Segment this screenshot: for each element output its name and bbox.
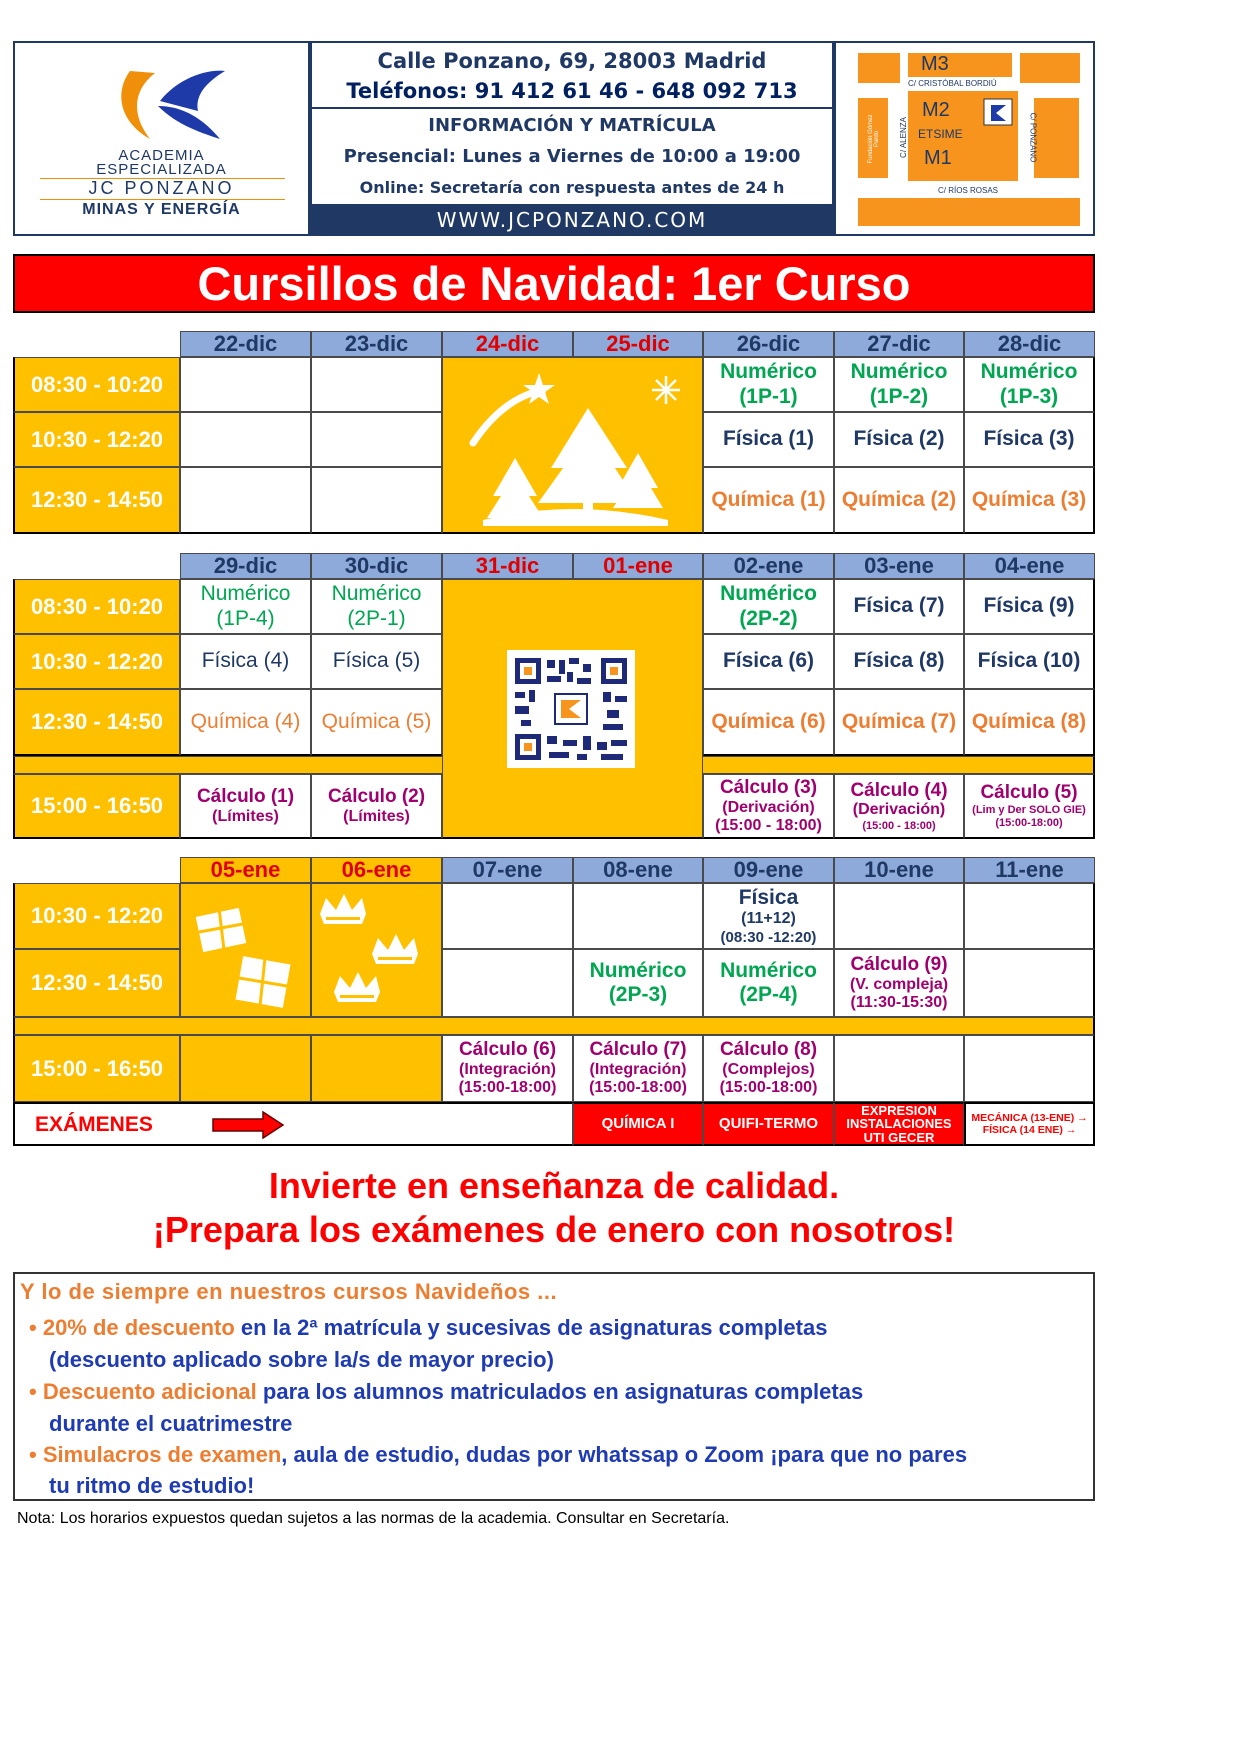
week1-empty-cell [180, 412, 311, 467]
week3-day-2: 06-ene [311, 857, 442, 883]
online-info: Online: Secretaría con respuesta antes de 24 h [359, 177, 785, 197]
gift-icon [181, 884, 312, 1018]
course-name: Cálculo (1) [196, 785, 295, 807]
bullet-dot: • [29, 1379, 43, 1404]
week2-fisica-8: Física (8) [834, 634, 964, 689]
week2-day-3: 31-dic [442, 553, 573, 579]
map-street-top: C/ CRISTÓBAL BORDIÚ [908, 79, 997, 88]
week3-time-1: 10:30 - 12:20 [13, 883, 180, 949]
week3-empty-cell [964, 949, 1095, 1017]
header-logo-box [13, 41, 310, 236]
week3-separator [13, 1017, 1095, 1035]
course-topic: (V. compleja) [849, 975, 949, 993]
footer-note: Nota: Los horarios expuestos quedan sujetos a las normas de la academia. Consultar en Secretaría. [17, 1510, 730, 1527]
benefit-item-2 [29, 1379, 863, 1405]
week2-day-1: 29-dic [180, 553, 311, 579]
benefit-item-3-line2: tu ritmo de estudio! [49, 1473, 255, 1498]
week3-day-7: 11-ene [964, 857, 1095, 883]
benefit-text: , aula de estudio, dudas por whatssap o Zoom ¡para que no pares [281, 1442, 968, 1467]
exam-line: EXPRESION [861, 1102, 937, 1118]
week3-empty-cell [964, 883, 1095, 949]
website-link[interactable]: WWW.JCPONZANO.COM [312, 204, 832, 236]
week1-day-7: 28-dic [964, 331, 1095, 357]
course-topic: (Lim y Der SOLO GIE) [972, 804, 1086, 817]
week3-fisica-11-12 [703, 883, 834, 949]
promo-line-1: Invierte en enseñanza de calidad. [268, 1165, 840, 1206]
course-name: Numérico [850, 360, 948, 384]
logo-line-1: ACADEMIA [118, 147, 205, 164]
exam-line: MECÁNICA (13-ENE) → [971, 1111, 1088, 1124]
course-name: Física [738, 886, 799, 910]
exam-line: UTI GECER [863, 1129, 935, 1145]
week2-day-6: 03-ene [834, 553, 964, 579]
exam-line: FÍSICA (14 ENE) → [982, 1124, 1077, 1136]
week3-empty-cell [573, 883, 703, 949]
course-name: Numérico [980, 360, 1078, 384]
week1-empty-cell [311, 467, 442, 534]
week1-empty-cell [180, 467, 311, 534]
map-street-bottom: C/ RÍOS ROSAS [938, 186, 999, 195]
header-contact-box [310, 41, 834, 236]
course-topic: (Integración) [589, 1061, 687, 1079]
exam-quifi-termo: QUIFI-TERMO [703, 1102, 834, 1146]
course-code: (1P-2) [869, 384, 929, 408]
newyear-holiday-block [442, 579, 703, 839]
week2-fisica-6: Física (6) [703, 634, 834, 689]
course-code: (2P-4) [739, 983, 798, 1006]
week2-fisica-10: Física (10) [964, 634, 1095, 689]
week1-empty-cell [311, 412, 442, 467]
week2-calculo-2 [311, 774, 442, 839]
course-hours: (15:00-18:00) [719, 1079, 818, 1097]
course-name: Cálculo (2) [327, 785, 426, 807]
benefit-item-2-line2: durante el cuatrimestre [49, 1411, 293, 1436]
week1-day-4: 25-dic [573, 331, 703, 357]
course-hours: (15:00-18:00) [995, 816, 1063, 829]
page-title: Cursillos de Navidad: 1er Curso [13, 254, 1095, 313]
week3-empty-cell [442, 883, 573, 949]
exam-expresion [834, 1102, 964, 1146]
course-code: (1P-1) [739, 384, 798, 408]
course-code: (2P-2) [739, 606, 798, 630]
week2-time-1: 08:30 - 10:20 [13, 579, 180, 634]
course-code: (2P-1) [347, 606, 406, 630]
exams-label: EXÁMENES [35, 1113, 153, 1136]
week1-fisica-2: Física (2) [834, 412, 964, 467]
christmas-holiday-block [442, 357, 703, 534]
week2-quimica-6: Química (6) [703, 689, 834, 756]
week2-numerico-1p4 [180, 579, 311, 634]
week3-day-6: 10-ene [834, 857, 964, 883]
week2-fisica-9: Física (9) [964, 579, 1095, 634]
logo-rule-bottom [40, 199, 285, 200]
course-topic: (Integración) [459, 1061, 556, 1079]
week2-quimica-7: Química (7) [834, 689, 964, 756]
academy-logo-icon [110, 61, 230, 146]
week1-numerico-2 [834, 357, 964, 412]
week2-fisica-7: Física (7) [834, 579, 964, 634]
week1-day-1: 22-dic [180, 331, 311, 357]
course-name: Cálculo (5) [980, 782, 1078, 804]
course-hours: (15:00-18:00) [458, 1079, 557, 1097]
exam-line: INSTALACIONES [846, 1116, 952, 1132]
benefit-item-3 [29, 1442, 967, 1468]
week2-calculo-4 [834, 774, 964, 839]
week1-day-2: 23-dic [311, 331, 442, 357]
week1-empty-cell [180, 357, 311, 412]
course-name: Cálculo (8) [719, 1039, 818, 1061]
presencial-hours: Presencial: Lunes a Viernes de 10:00 a 19:00 [343, 145, 801, 167]
header-map-box [834, 41, 1095, 236]
week3-day-5: 09-ene [703, 857, 834, 883]
week1-empty-cell [311, 357, 442, 412]
course-name: Cálculo (4) [850, 779, 948, 801]
week1-quimica-3: Química (3) [964, 467, 1095, 534]
address: Calle Ponzano, 69, 28003 Madrid [377, 49, 767, 73]
course-name: Cálculo (9) [850, 953, 948, 975]
bullet-dot: • [29, 1315, 43, 1340]
course-topic: (Límites) [343, 807, 410, 825]
benefit-highlight: Simulacros de examen [42, 1442, 282, 1467]
exam-quimica-i: QUÍMICA I [573, 1102, 703, 1146]
week3-empty-cell [834, 883, 964, 949]
week2-day-7: 04-ene [964, 553, 1095, 579]
exam-mecanica-fisica [964, 1102, 1095, 1146]
course-hours: (15:00 - 18:00) [862, 819, 936, 832]
crown-icon [312, 884, 443, 1018]
week1-day-5: 26-dic [703, 331, 834, 357]
map-m3: M3 [921, 53, 949, 75]
benefits-box [13, 1272, 1095, 1501]
benefit-highlight: 20% de descuento [42, 1315, 235, 1340]
qr-code-icon [507, 650, 635, 768]
week1-fisica-1: Física (1) [703, 412, 834, 467]
course-name: Cálculo (3) [719, 776, 818, 798]
map-m2: M2 [922, 99, 950, 121]
course-code: (1P-4) [216, 606, 275, 630]
week3-empty-cell [834, 1035, 964, 1102]
week2-fisica-5: Física (5) [311, 634, 442, 689]
benefit-highlight: Descuento adicional [42, 1379, 257, 1404]
week3-day-1: 05-ene [180, 857, 311, 883]
benefit-item-1 [29, 1315, 827, 1341]
bullet-dot: • [29, 1442, 43, 1467]
week2-time-2: 10:30 - 12:20 [13, 634, 180, 689]
week2-day-2: 30-dic [311, 553, 442, 579]
week2-calculo-5 [964, 774, 1095, 839]
course-hours: (15:00 - 18:00) [715, 816, 822, 834]
logo-line-2: ESPECIALIZADA [96, 161, 227, 178]
week3-empty-cell [964, 1035, 1095, 1102]
week3-empty-cell [442, 949, 573, 1017]
week1-numerico-3 [964, 357, 1095, 412]
map-fundacion: Fundación Gómez Pardo [868, 114, 880, 164]
week2-numerico-2p2 [703, 579, 834, 634]
week3-time-3: 15:00 - 16:50 [13, 1035, 180, 1102]
week1-fisica-3: Física (3) [964, 412, 1095, 467]
map-street-right: C/ PONZANO [1028, 112, 1038, 163]
course-name: Cálculo (7) [589, 1039, 687, 1061]
course-topic: (Derivación) [722, 798, 815, 816]
week3-calculo-7 [573, 1035, 703, 1102]
benefit-item-1-line2: (descuento aplicado sobre la/s de mayor precio) [49, 1347, 554, 1372]
course-hours: (15:00-18:00) [589, 1079, 687, 1097]
week2-time-4: 15:00 - 16:50 [13, 774, 180, 839]
week2-numerico-2p1 [311, 579, 442, 634]
week2-quimica-5: Química (5) [311, 689, 442, 756]
week3-holiday-cell [180, 1035, 311, 1102]
week1-time-3: 12:30 - 14:50 [13, 467, 180, 534]
week2-fisica-4: Física (4) [180, 634, 311, 689]
week3-day-4: 08-ene [573, 857, 703, 883]
week2-day-5: 02-ene [703, 553, 834, 579]
week3-calculo-8 [703, 1035, 834, 1102]
week2-calculo-3 [703, 774, 834, 839]
week3-holiday-cell [311, 1035, 442, 1102]
logo-line-3: JC PONZANO [88, 178, 235, 198]
course-name: Numérico [720, 360, 817, 384]
contact-divider [312, 107, 832, 109]
gifts-holiday-block [180, 883, 311, 1017]
week3-time-2: 12:30 - 14:50 [13, 949, 180, 1017]
week1-time-2: 10:30 - 12:20 [13, 412, 180, 467]
week2-time-3: 12:30 - 14:50 [13, 689, 180, 756]
course-topic: (Límites) [212, 807, 279, 825]
course-topic: (Complejos) [722, 1061, 815, 1079]
arrow-right-icon [211, 1111, 285, 1139]
course-name: Numérico [589, 958, 687, 982]
phones: Teléfonos: 91 412 61 46 - 648 092 713 [346, 79, 798, 103]
course-code: (11+12) [741, 910, 796, 928]
course-name: Cálculo (6) [458, 1039, 557, 1061]
map-m1: M1 [924, 147, 952, 169]
week1-quimica-2: Química (2) [834, 467, 964, 534]
week3-day-3: 07-ene [442, 857, 573, 883]
benefit-text: para los alumnos matriculados en asignaturas completas [256, 1379, 864, 1404]
week2-quimica-4: Química (4) [180, 689, 311, 756]
week1-numerico-1 [703, 357, 834, 412]
course-name: Numérico [720, 582, 817, 606]
promo-line-2: ¡Prepara los exámenes de enero con nosotros! [152, 1209, 956, 1250]
course-code: (2P-3) [608, 983, 668, 1006]
week1-time-1: 08:30 - 10:20 [13, 357, 180, 412]
week1-quimica-1: Química (1) [703, 467, 834, 534]
course-code: (1P-3) [999, 384, 1059, 408]
week1-day-3: 24-dic [442, 331, 573, 357]
course-name: Numérico [331, 582, 422, 606]
course-hours: (11:30-15:30) [850, 993, 948, 1011]
benefits-heading: Y lo de siempre en nuestros cursos Navideños ... [20, 1279, 558, 1304]
week2-calculo-1 [180, 774, 311, 839]
course-hours: (08:30 -12:20) [720, 928, 817, 946]
course-name: Numérico [720, 958, 817, 982]
christmas-trees-icon [443, 358, 704, 535]
crowns-holiday-block [311, 883, 442, 1017]
map-etsime: ETSIME [918, 127, 963, 141]
exams-row [13, 1102, 573, 1146]
week1-day-6: 27-dic [834, 331, 964, 357]
week3-numerico-2p4 [703, 949, 834, 1017]
course-name: Numérico [200, 582, 291, 606]
week3-calculo-9 [834, 949, 964, 1017]
week3-numerico-2p3 [573, 949, 703, 1017]
week2-day-4: 01-ene [573, 553, 703, 579]
course-topic: (Derivación) [852, 801, 946, 819]
info-title: INFORMACIÓN Y MATRÍCULA [428, 114, 716, 136]
map-street-left: C/ ALENZA [898, 117, 908, 158]
week3-calculo-6 [442, 1035, 573, 1102]
logo-line-4: MINAS Y ENERGÍA [82, 201, 241, 218]
week2-quimica-8: Química (8) [964, 689, 1095, 756]
benefit-text: en la 2ª matrícula y sucesivas de asignaturas completas [234, 1315, 828, 1340]
